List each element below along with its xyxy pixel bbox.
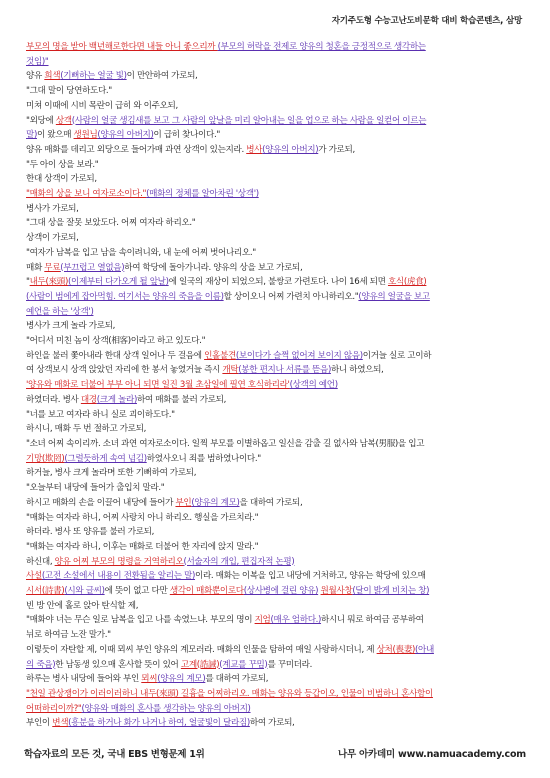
annotation-note: (양유의 얼굴을 보고	[358, 291, 430, 302]
text-segment: 하여 학당에 돌아가니라. 양유의 상을 보고 가로되,	[124, 262, 303, 273]
highlighted-term: 대경	[80, 394, 97, 405]
highlighted-term: 상객	[55, 115, 72, 126]
text-line	[26, 716, 526, 731]
highlighted-term: 변색	[52, 718, 69, 729]
highlighted-term: 생각이 매화뿐이로다	[169, 586, 244, 597]
text-line	[26, 172, 526, 187]
highlighted-term: 양유 어찌 부모의 명령을 거역하리오	[54, 556, 184, 567]
highlighted-term: 부인	[175, 497, 192, 508]
highlighted-term: 원월사창	[320, 586, 353, 597]
highlighted-term: "천일 관상쟁이가 이러이러하니 내두(來頭) 길흉을 어찌하리오. 매화는 양유와 등갑이오, 인물이 비범하니 혼사함이	[26, 688, 433, 699]
annotation-note: (흥분을 하거나 화가 나거나 하여, 얼굴빛이 달라짐)	[68, 718, 250, 729]
text-segment: 하더라. 병사 또 양유를 불러 가로되,	[26, 527, 154, 538]
highlighted-term: 희색	[44, 71, 61, 82]
text-segment: 뉘로 하여금 노잔 말가."	[26, 630, 111, 641]
annotation-note: (기뻐하는 얼굴 빛)	[60, 71, 127, 82]
text-segment: 하였사오니 죄를 범하였나이다."	[146, 453, 261, 464]
highlighted-term: 인홀불견	[204, 350, 236, 361]
text-segment: 이거늘 실로 고이하	[362, 350, 432, 361]
highlighted-term: 개탁	[222, 365, 239, 376]
highlighted-term: 사설	[26, 571, 42, 582]
text-line	[26, 422, 526, 437]
annotation-note: (계교를 꾸밈)	[219, 659, 268, 670]
annotation-note: (부모의 허락을 전제로 양유의 청혼을 긍정적으로 생각하는	[217, 42, 426, 52]
highlighted-term: 고계(誥誡)	[180, 659, 220, 670]
highlighted-term: '양유와 매화로 더불어 부부 아니 되면 일진 3월 초삼일에 필연 호식하리라'	[26, 380, 290, 391]
text-line	[26, 702, 526, 717]
highlighted-term: 부모의 명을 받아 백년해로한다면 내들 아니 좋으리까	[26, 42, 218, 52]
text-line	[26, 584, 526, 599]
highlighted-term: 생원님	[73, 130, 98, 141]
text-segment: 하여 가로되,	[249, 718, 295, 729]
text-segment: 가 가로되,	[318, 144, 355, 155]
text-line	[26, 452, 526, 467]
text-line	[26, 202, 526, 217]
annotation-note: (사람이 범에게 잡아먹힘. 여기서는 양유의 죽음을 이름)	[26, 291, 224, 302]
text-line	[26, 349, 526, 364]
annotation-note: 의 죽음)	[26, 659, 56, 670]
text-segment: 이 왔으매	[36, 130, 74, 141]
annotation-note: (크게 놀라)	[96, 394, 137, 405]
text-segment: 매화	[26, 262, 45, 273]
annotation-note: (매화의 정체를 알아차린 '상객')	[146, 189, 259, 200]
text-line	[26, 628, 526, 643]
text-segment: 하니 하였으되,	[330, 365, 384, 376]
text-line	[26, 99, 526, 114]
highlighted-term: 기망(欺罔)	[26, 453, 65, 464]
text-segment: 이 급히 찾나이다."	[153, 130, 220, 141]
text-segment: 빈 방 안에 홀로 앉아 탄식할 제,	[26, 600, 139, 611]
text-line	[26, 613, 526, 628]
text-line	[26, 290, 526, 305]
annotation-note: (그럴듯하게 속여 넘김)	[64, 453, 147, 464]
text-segment: 한 남동생 있으매 혼사할 뜻이 있어	[55, 659, 181, 670]
text-line	[26, 305, 526, 320]
text-segment: "소녀 어찌 속이리까. 소녀 과연 여자로소이다. 일찍 부모를 이별하옵고 일신을 감출 길 없사와 남복(男服)을 입고	[26, 438, 425, 449]
text-segment: 하신대,	[26, 556, 55, 567]
text-line	[26, 334, 526, 349]
text-segment: 하시고 매화의 손을 이끌어 내당에 들어가	[26, 497, 176, 508]
text-line	[26, 393, 526, 408]
highlighted-term: 뫼씨	[141, 674, 158, 685]
text-line	[26, 158, 526, 173]
text-line	[26, 466, 526, 481]
text-segment: "매화는 여자라 하니, 어찌 사랑치 아니 하리오. 행실을 가르치라."	[26, 512, 259, 523]
text-line	[26, 69, 526, 84]
text-line	[26, 55, 526, 70]
text-segment: 하였더라. 병사	[26, 394, 81, 405]
text-segment: "두 아이 상을 보라."	[26, 159, 99, 170]
annotation-note: (상객의 예언)	[289, 380, 338, 391]
annotation-note: (양유의 계모)	[191, 497, 240, 508]
annotation-note: (이제부터 다가오게 될 앞날)	[68, 277, 169, 288]
text-segment: "너를 보고 여자라 하니 실로 괴이하도다."	[26, 409, 175, 420]
text-segment: 하시니, 매화 두 번 절하고 가로되,	[26, 424, 147, 435]
highlighted-term: 내두(來頭)	[29, 277, 69, 288]
text-line	[26, 363, 526, 378]
text-line	[26, 525, 526, 540]
text-line	[26, 555, 526, 570]
annotation-note: (양유의 계모)	[157, 674, 206, 685]
page-header: 자기주도형 수능고난도비문학 대비 학습콘텐츠, 삼망	[331, 16, 522, 26]
text-line	[26, 437, 526, 452]
highlighted-term: 시서(詩書)	[26, 586, 65, 597]
annotation-note: (양유의 아버지)	[97, 130, 154, 141]
annotation-note: (달이 밝게 비치는 창)	[352, 586, 430, 597]
footer-slogan: 학습자료의 모든 것, 국내 EBS 변형문제 1위	[24, 749, 205, 760]
text-line	[26, 40, 526, 55]
text-segment: 를 꾸미더라.	[267, 659, 312, 670]
text-segment: 양유	[26, 71, 45, 82]
annotation-note: (양유의 아버지)	[262, 144, 319, 155]
text-line	[26, 187, 526, 202]
text-line	[26, 261, 526, 276]
annotation-note: 말)	[26, 130, 37, 141]
text-segment: "어디서 미친 놈이 상객(相客)이라고 하고 있도다."	[26, 336, 206, 347]
annotation-note: (아내	[415, 644, 434, 655]
text-segment: 하인을 불러 쫓아내라 한대 상객 일어나 두 걸음에	[26, 350, 205, 361]
annotation-note: (사람의 얼굴 생김새를 보고 그 사람의 앞날을 미리 알아내는 일을 업으로 하는 사람을 일컫어 이르는	[71, 115, 427, 126]
text-line	[26, 231, 526, 246]
highlighted-term: 병사	[246, 144, 263, 155]
text-segment: 을 대하여 가로되,	[239, 497, 303, 508]
text-segment: 한대 상객이 가로되,	[26, 174, 97, 185]
annotation-note: (시와 글씨)	[64, 586, 105, 597]
text-line	[26, 687, 526, 702]
annotation-note: (봉한 편지나 서류를 뜯음)	[238, 365, 331, 376]
annotation-note: (보이다가 슬쩍 없어져 보이지 않음)	[235, 350, 363, 361]
text-line	[26, 540, 526, 555]
annotation-note: (고전 소설에서 내용이 전환됨을 알리는 말)	[41, 571, 195, 582]
document-body	[26, 40, 526, 731]
text-segment: 하거늘, 병사 크게 놀라며 또한 기뻐하여 가로되,	[26, 468, 197, 479]
footer-brand: 나무 아카데미 www.namuacademy.com	[337, 749, 526, 760]
text-line	[26, 569, 526, 584]
text-segment: 상객이 가로되,	[26, 233, 79, 244]
text-line	[26, 599, 526, 614]
text-line	[26, 643, 526, 658]
text-segment: "매화는 여자라 하니, 이후는 매화로 더불어 한 자리에 앉지 말라."	[26, 541, 259, 552]
text-segment: "그대 상을 잘못 보았도다. 어찌 여자라 하리오."	[26, 218, 196, 229]
highlighted-term: 지엄	[254, 615, 271, 626]
text-segment: 미쳐 이때에 시비 목란이 급히 와 이주오되,	[26, 100, 178, 111]
text-segment: "외당에	[26, 115, 56, 126]
text-line	[26, 114, 526, 129]
highlighted-term: 어떠하리이까?"	[26, 703, 82, 714]
text-line	[26, 246, 526, 261]
text-line	[26, 143, 526, 158]
text-segment: 에 일국의 재상이 되었으되, 불쌍코 가련토다. 나이 16세 되면	[168, 277, 388, 288]
text-line	[26, 672, 526, 687]
text-segment: 이렇듯이 자탄할 제, 이때 뫼씨 부인 양유의 계모러라. 매화의 인물을 탐하여 매일 사랑하시더니, 제	[26, 644, 377, 655]
text-segment: "그대 말이 당연하도다."	[26, 86, 112, 97]
text-segment: 부인이	[26, 718, 53, 729]
text-line	[26, 481, 526, 496]
text-segment: 이 만안하여 가로되,	[126, 71, 198, 82]
text-line	[26, 216, 526, 231]
text-segment: 이라. 매화는 이복을 입고 내당에 거처하고, 양유는 학당에 있으매	[195, 571, 426, 582]
text-segment: 하루는 병사 내당에 들어와 부인	[26, 674, 142, 685]
annotation-note: 것임)"	[26, 56, 49, 67]
text-line	[26, 275, 526, 290]
text-segment: 양유 매화를 데리고 외당으로 들어가매 과연 상객이 있는지라.	[26, 144, 247, 155]
text-line	[26, 658, 526, 673]
text-segment: 에 뜻이 없고 다만	[104, 586, 170, 597]
text-segment: 병사가 크게 놀라 가로되,	[26, 321, 116, 332]
text-segment: 하시니 뭐로 하여금 공부하여	[321, 615, 424, 626]
annotation-note: (양유와 매화의 혼사를 생각하는 양유의 아버지)	[81, 703, 251, 714]
highlighted-term: 상처(喪妻)	[376, 644, 416, 655]
annotation-note: 예언을 하는 '상객')	[26, 306, 94, 317]
text-line	[26, 378, 526, 393]
text-line	[26, 319, 526, 334]
annotation-note: (매우 엄하다.)	[270, 615, 322, 626]
highlighted-term: 무료	[44, 262, 61, 273]
highlighted-term: "매화의 상을 보니 여자로소이다."	[26, 189, 147, 200]
text-line	[26, 408, 526, 423]
annotation-note: (부끄럽고 열없음)	[60, 262, 125, 273]
text-line	[26, 84, 526, 99]
text-line	[26, 128, 526, 143]
text-segment: 를 대하여 가로되,	[205, 674, 269, 685]
annotation-note: (상사병에 걸린 양유)	[243, 586, 319, 597]
text-line	[26, 496, 526, 511]
text-segment: "오늘부터 내당에 들어가 출입치 말라."	[26, 483, 165, 494]
text-segment: "매화야 너는 무슨 일로 남복을 입고 나를 속였느냐. 부모의 명이	[26, 615, 255, 626]
text-segment: 여 상객보시 상객 앉았던 자리에 한 봉서 놓였거늘 즉시	[26, 365, 223, 376]
text-segment: 하여 매화를 불러 가로되,	[136, 394, 227, 405]
annotation-note: (서술자의 개입, 편집자적 논평)	[183, 556, 295, 567]
text-segment: 할 상이오니 어찌 가련치 아니하리오."	[223, 291, 359, 302]
text-segment: "여자가 남복을 입고 남을 속이려니와, 내 눈에 어찌 벗어나리오."	[26, 247, 256, 258]
text-segment: 병사가 가로되,	[26, 203, 79, 214]
text-segment: "	[26, 277, 30, 288]
highlighted-term: 호식(虎食)	[387, 277, 427, 288]
text-line	[26, 511, 526, 526]
